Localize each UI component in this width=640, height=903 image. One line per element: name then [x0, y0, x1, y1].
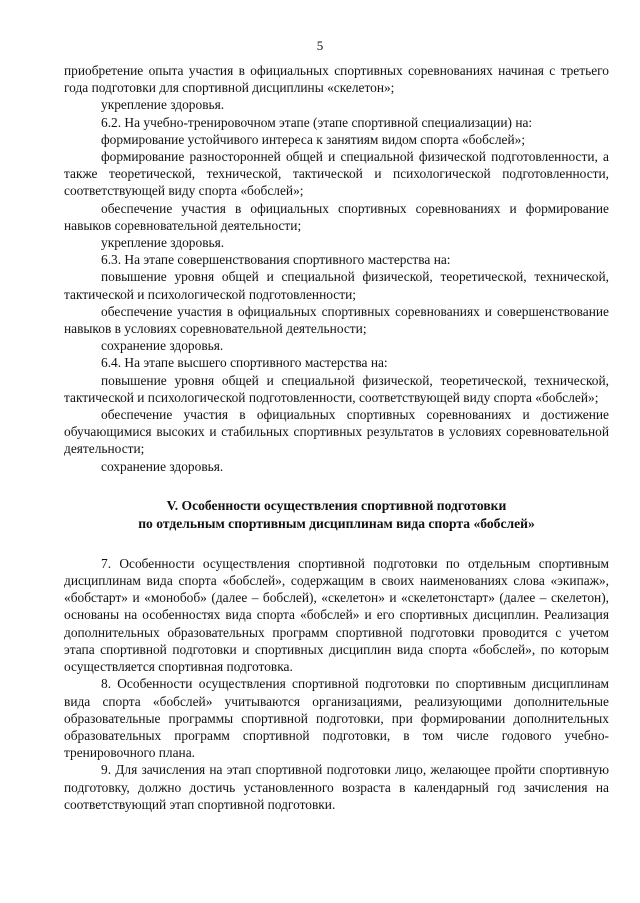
paragraph: укрепление здоровья.: [101, 235, 225, 251]
paragraph: обеспечение участия в официальных спортивных соревнованиях и совершенствование навыков в условиях соревновательной деятельности;: [64, 303, 609, 337]
paragraph: 9. Для зачисления на этап спортивной подготовки лицо, желающее пройти спортивную подготовку, должно достичь установленного возраста в календарный год зачисления на соответствующий этап спортивной подготовки.: [64, 762, 609, 812]
section-heading-line-2: по отдельным спортивным дисциплинам вида спорта «бобслей»: [138, 515, 535, 531]
paragraph: формирование устойчивого интереса к занятиям видом спорта «бобслей»;: [101, 131, 526, 147]
paragraph: сохранение здоровья.: [101, 338, 224, 354]
document-body: [64, 62, 609, 813]
paragraph: повышение уровня общей и специальной физической, теоретической, технической, тактической и психологической подготовленности;: [64, 269, 609, 302]
section-heading: [64, 497, 609, 533]
paragraph: укрепление здоровья.: [101, 97, 225, 113]
paragraph: 6.3. На этапе совершенствования спортивного мастерства на:: [101, 252, 451, 268]
paragraph: формирование разносторонней общей и специальной физической подготовленности, а также теоретической, технической, тактической и психологической подготовленности, соответствующей виду спорта «бобслей»;: [64, 149, 609, 199]
paragraphs-bottom: [64, 555, 609, 813]
paragraph: обеспечение участия в официальных спортивных соревнованиях и формирование навыков соревновательной деятельности;: [64, 200, 609, 233]
paragraph: приобретение опыта участия в официальных спортивных соревнованиях начиная с третьего года подготовки для спортивной дисциплины «скелетон»;: [64, 63, 609, 96]
paragraph: 7. Особенности осуществления спортивной подготовки по отдельным спортивным дисциплинам вида спорта «бобслей», содержащим в своих наименованиях слова «экипаж», «бобстарт» и «монобоб» (далее – бобслей), «скелетон» и «скелетонстарт» (далее – скелетон), основаны на особенностях вида спорта «бобслей» и его спортивных дисциплин. Реализация дополнительных образовательных программ спортивной подготовки проводится с учетом этапа спортивной подготовки и спортивных дисциплин вида спорта «бобслей», по которым осуществляется спортивная подготовка.: [64, 555, 609, 675]
paragraph: 8. Особенности осуществления спортивной подготовки по спортивным дисциплинам вида спорта «бобслей» учитываются организациями, реализующими дополнительные образовательные программы спортивной подготовки, при формировании дополнительных образовательных программ спортивной подготовки, в том числе годового учебно-тренировочного плана.: [64, 676, 609, 761]
section-heading-line-1: V. Особенности осуществления спортивной подготовки: [166, 497, 507, 513]
paragraph: повышение уровня общей и специальной физической, теоретической, технической, тактической и психологической подготовленности, соответствующей виду спорта «бобслей»;: [64, 372, 609, 405]
paragraph: 6.2. На учебно-тренировочном этапе (этапе спортивной специализации) на:: [101, 114, 533, 130]
spacer: [64, 475, 609, 497]
paragraph: обеспечение участия в официальных спортивных соревнованиях и достижение обучающимися высоких и стабильных спортивных результатов в условиях соревновательной деятельности;: [64, 407, 609, 457]
paragraph: 6.4. На этапе высшего спортивного мастерства на:: [101, 355, 388, 371]
paragraph: сохранение здоровья.: [101, 458, 224, 474]
spacer: [64, 533, 609, 555]
page-number: 5: [316, 38, 324, 53]
paragraphs-top: [64, 62, 609, 475]
